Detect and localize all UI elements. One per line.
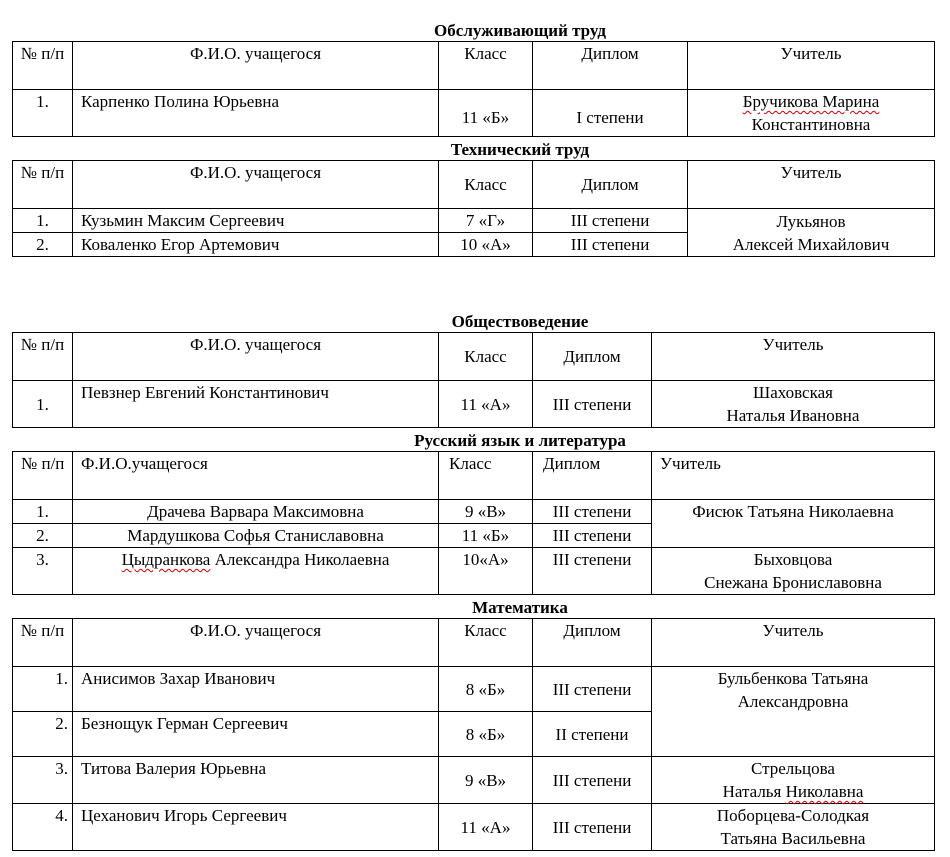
teacher-patronymic: Николавна <box>785 782 864 801</box>
header-name: Ф.И.О. учащегося <box>73 619 439 667</box>
header-num: № п/п <box>13 619 73 667</box>
table-russian-language <box>12 451 935 595</box>
teacher-given-names: Татьяна Васильевна <box>720 829 866 848</box>
header-teacher: Учитель <box>688 42 935 90</box>
diploma-degree: III степени <box>533 804 652 851</box>
row-num: 1. <box>13 209 73 233</box>
teacher-name: Фисюк Татьяна Николаевна <box>652 500 935 548</box>
student-class: 8 «Б» <box>439 712 533 757</box>
teacher-name <box>652 804 935 851</box>
table-header-row <box>13 619 935 667</box>
teacher-name <box>688 90 935 137</box>
header-diploma: Диплом <box>533 619 652 667</box>
student-name: Коваленко Егор Артемович <box>73 233 439 257</box>
table-row <box>13 667 935 712</box>
teacher-surname: Шаховская <box>753 383 833 402</box>
header-class: Класс <box>439 42 533 90</box>
header-name: Ф.И.О.учащегося <box>73 452 439 500</box>
header-teacher: Учитель <box>652 452 935 500</box>
header-diploma: Диплом <box>533 452 652 500</box>
student-class: 7 «Г» <box>439 209 533 233</box>
teacher-given-names: Алексей Михайлович <box>732 234 890 254</box>
row-num: 1. <box>13 667 73 712</box>
header-num: № п/п <box>13 42 73 90</box>
teacher-first-name: Наталья <box>722 782 786 801</box>
table-header-row <box>13 42 935 90</box>
table-row <box>13 381 935 428</box>
teacher-surname: Быховцова <box>753 550 833 569</box>
teacher-surname: Бручикова Марина <box>742 92 880 111</box>
row-num: 2. <box>13 524 73 548</box>
header-name: Ф.И.О. учащегося <box>73 161 439 209</box>
student-name: Карпенко Полина Юрьевна <box>73 90 439 137</box>
header-diploma: Диплом <box>533 161 688 209</box>
student-name: Безнощук Герман Сергеевич <box>73 712 439 757</box>
teacher-name <box>652 667 935 757</box>
table-row <box>13 209 935 233</box>
header-diploma: Диплом <box>533 42 688 90</box>
row-num: 1. <box>13 90 73 137</box>
header-num: № п/п <box>13 452 73 500</box>
student-name: Мардушкова Софья Станиславовна <box>73 524 439 548</box>
student-name <box>73 548 439 595</box>
diploma-degree: III степени <box>533 500 652 524</box>
diploma-degree: III степени <box>533 757 652 804</box>
row-num: 1. <box>13 381 73 428</box>
table-row <box>13 90 935 137</box>
diploma-degree: III степени <box>533 548 652 595</box>
diploma-degree: I степени <box>533 90 688 137</box>
header-class: Класс <box>439 619 533 667</box>
student-class: 11 «Б» <box>439 524 533 548</box>
student-class: 9 «В» <box>439 500 533 524</box>
row-num: 1. <box>13 500 73 524</box>
student-surname: Цыдранкова <box>121 550 211 569</box>
student-class: 10«А» <box>439 548 533 595</box>
header-num: № п/п <box>13 161 73 209</box>
row-num: 2. <box>13 712 73 757</box>
diploma-degree: III степени <box>533 381 652 428</box>
teacher-patronymic: Александровна <box>737 692 849 711</box>
row-num: 2. <box>13 233 73 257</box>
teacher-surname: Поборцева-Солодкая <box>716 806 870 825</box>
table-row <box>13 500 935 524</box>
teacher-surname: Бульбенкова Татьяна <box>717 669 869 688</box>
teacher-name <box>652 757 935 804</box>
student-class: 11 «Б» <box>439 90 533 137</box>
student-class: 11 «А» <box>439 381 533 428</box>
teacher-patronymic: Константиновна <box>751 115 871 134</box>
section-title-russian-language: Русский язык и литература <box>414 431 626 450</box>
row-num: 4. <box>13 804 73 851</box>
diploma-degree: III степени <box>533 233 688 257</box>
table-header-row <box>13 452 935 500</box>
diploma-degree: III степени <box>533 524 652 548</box>
table-row <box>13 804 935 851</box>
student-name: Анисимов Захар Иванович <box>73 667 439 712</box>
teacher-name <box>652 381 935 428</box>
header-num: № п/п <box>13 333 73 381</box>
student-name: Певзнер Евгений Константинович <box>73 381 439 428</box>
table-row <box>13 757 935 804</box>
header-teacher: Учитель <box>652 333 935 381</box>
teacher-given-names: Наталья Ивановна <box>726 406 860 425</box>
table-social-studies <box>12 332 935 428</box>
diploma-degree: II степени <box>533 712 652 757</box>
header-teacher: Учитель <box>652 619 935 667</box>
header-name: Ф.И.О. учащегося <box>73 333 439 381</box>
row-num: 3. <box>13 757 73 804</box>
header-diploma: Диплом <box>533 333 652 381</box>
student-class: 8 «Б» <box>439 667 533 712</box>
section-title-mathematics: Математика <box>472 598 568 617</box>
teacher-surname: Стрельцова <box>751 759 835 778</box>
table-service-labor <box>12 41 935 137</box>
diploma-degree: III степени <box>533 209 688 233</box>
student-name: Кузьмин Максим Сергеевич <box>73 209 439 233</box>
table-mathematics <box>12 618 935 851</box>
table-technical-labor <box>12 160 935 257</box>
section-title-technical-labor: Технический труд <box>450 140 590 159</box>
section-title-service-labor: Обслуживающий труд <box>434 21 606 40</box>
student-class: 10 «А» <box>439 233 533 257</box>
section-title-social-studies: Обществоведение <box>451 312 589 331</box>
student-given-names: Александра Николаевна <box>210 550 390 569</box>
header-class: Класс <box>439 452 533 500</box>
student-name: Титова Валерия Юрьевна <box>73 757 439 804</box>
row-num: 3. <box>13 548 73 595</box>
table-row <box>13 548 935 595</box>
header-class: Класс <box>439 161 533 209</box>
student-name: Драчева Варвара Максимовна <box>73 500 439 524</box>
teacher-given-names: Снежана Брониславовна <box>704 573 882 592</box>
header-teacher: Учитель <box>688 161 935 209</box>
diploma-degree: III степени <box>533 667 652 712</box>
student-class: 11 «А» <box>439 804 533 851</box>
table-header-row <box>13 333 935 381</box>
table-header-row <box>13 161 935 209</box>
teacher-surname: Лукьянов <box>776 211 846 231</box>
student-class: 9 «В» <box>439 757 533 804</box>
header-name: Ф.И.О. учащегося <box>73 42 439 90</box>
teacher-name <box>688 209 935 257</box>
teacher-name <box>652 548 935 595</box>
student-name: Цеханович Игорь Сергеевич <box>73 804 439 851</box>
header-class: Класс <box>439 333 533 381</box>
